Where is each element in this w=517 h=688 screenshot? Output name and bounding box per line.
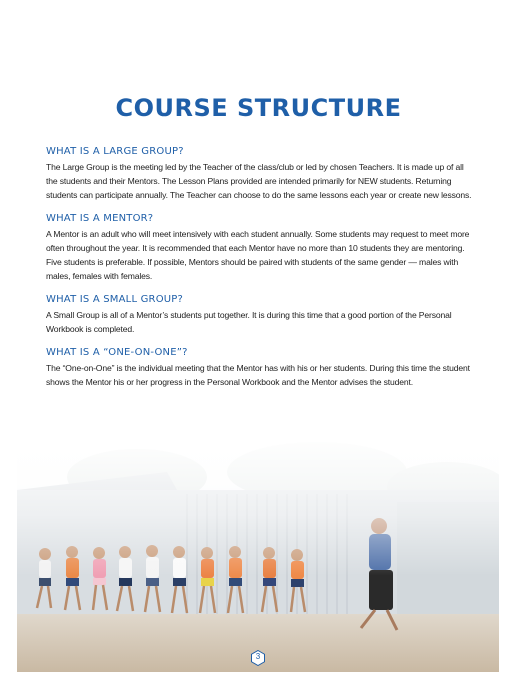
section-paragraph: The Large Group is the meeting led by the Teacher of the class/club or led by chosen Teachers. It is made up of all the students and their Mentors. The Lesson Plans provided are intended primarily for NEW students. Returning students can participate annually. The Teacher can choose to do the same lessons each year or create new lessons. [46,162,472,200]
section-one-on-one [46,347,472,389]
page-number-badge [250,650,266,666]
section-large-group [46,146,472,202]
section-paragraph: A Small Group is all of a Mentor’s students put together. It is during this time that a good portion of the Personal Workbook is completed. [46,310,452,334]
section-heading: WHAT IS A SMALL GROUP? [46,294,184,305]
section-paragraph: A Mentor is an adult who will meet intensively with each student annually. Some students may request to meet more often throughout the year. It is recommended that each Mentor have no more than 10 students they are mentoring. Five students is preferable. If possible, Mentors should be paired with students of the same gender — males with males, females with females. [46,229,470,281]
content-body [46,146,472,400]
page-title: COURSE STRUCTURE [115,94,402,122]
section-small-group [46,294,472,336]
section-paragraph: The “One-on-One” is the individual meeting that the Mentor has with his or her students. During this time the student shows the Mentor his or her progress in the Personal Workbook and the Mentor advises the student. [46,363,470,387]
section-heading: WHAT IS A LARGE GROUP? [46,146,184,157]
section-heading: WHAT IS A MENTOR? [46,213,154,224]
children-walking-photo [17,432,499,672]
page-number: 3 [255,652,261,661]
section-heading: WHAT IS A “ONE-ON-ONE”? [46,347,188,358]
section-mentor [46,213,472,283]
